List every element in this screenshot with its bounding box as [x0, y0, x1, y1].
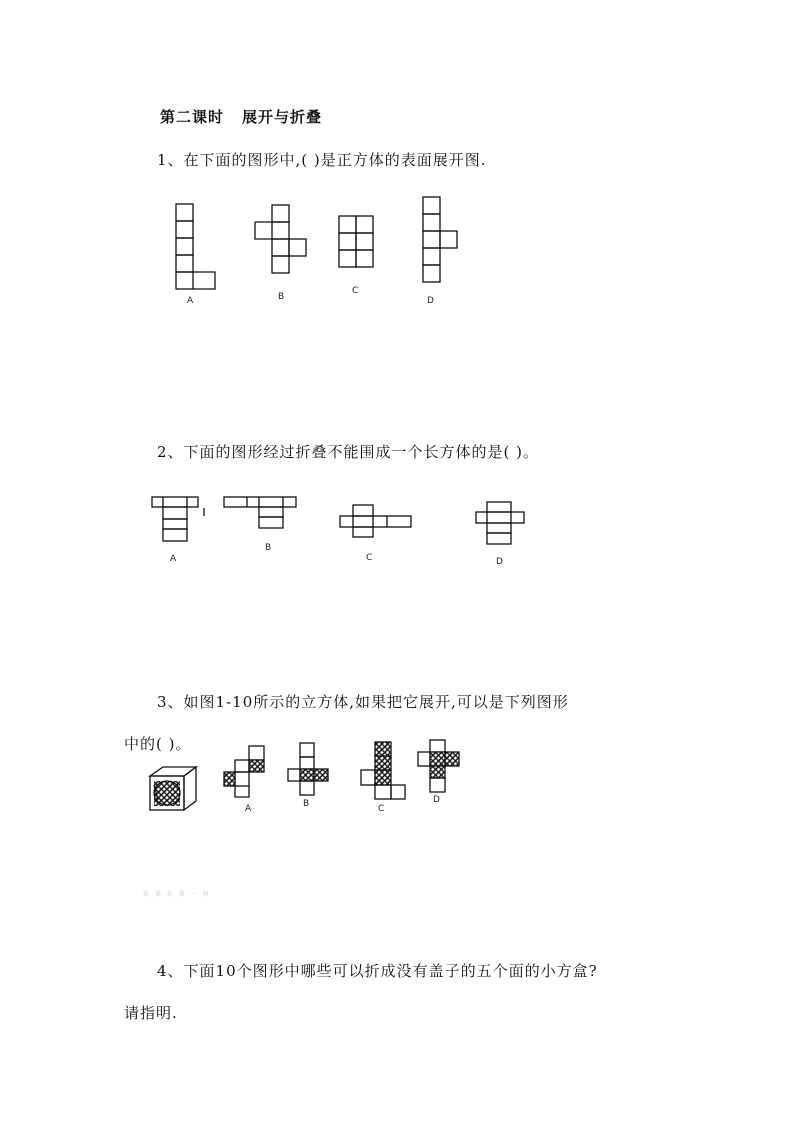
q3-net-b [288, 743, 328, 795]
q2-label-c: C [366, 553, 373, 563]
question-4-line2: 请指明. [124, 1004, 178, 1022]
q2-label-a: A [170, 554, 177, 564]
q3-label-c: C [378, 804, 385, 814]
question-2-text: 2、下面的图形经过折叠不能围成一个长方体的是( )。 [157, 443, 540, 461]
section-title-part1: 第二课时 [160, 108, 225, 126]
faint-watermark-text: 新 课 标 第 一 网 [143, 891, 211, 898]
q1-label-d: D [427, 296, 434, 306]
question-4-line1: 4、下面10个图形中哪些可以折成没有盖子的五个面的小方盒? [157, 962, 598, 980]
q3-net-a [224, 746, 264, 797]
q1-label-c: C [352, 286, 359, 296]
question-3-line1: 3、如图1-10所示的立方体,如果把它展开,可以是下列图形 [157, 693, 569, 711]
q2-label-b: B [265, 543, 272, 553]
q1-label-a: A [187, 296, 194, 306]
q3-label-d: D [433, 795, 440, 805]
question-1-text: 1、在下面的图形中,( )是正方体的表面展开图. [157, 151, 487, 169]
q2-label-d: D [496, 557, 503, 567]
q3-net-d [418, 740, 459, 792]
q3-net-c [361, 742, 405, 799]
section-title-part2: 展开与折叠 [242, 108, 323, 126]
q1-label-b: B [278, 292, 285, 302]
q3-label-b: B [303, 799, 310, 809]
q3-label-a: A [245, 804, 252, 814]
q3-cube [150, 767, 196, 810]
question-3-line2: 中的( )。 [124, 735, 192, 753]
